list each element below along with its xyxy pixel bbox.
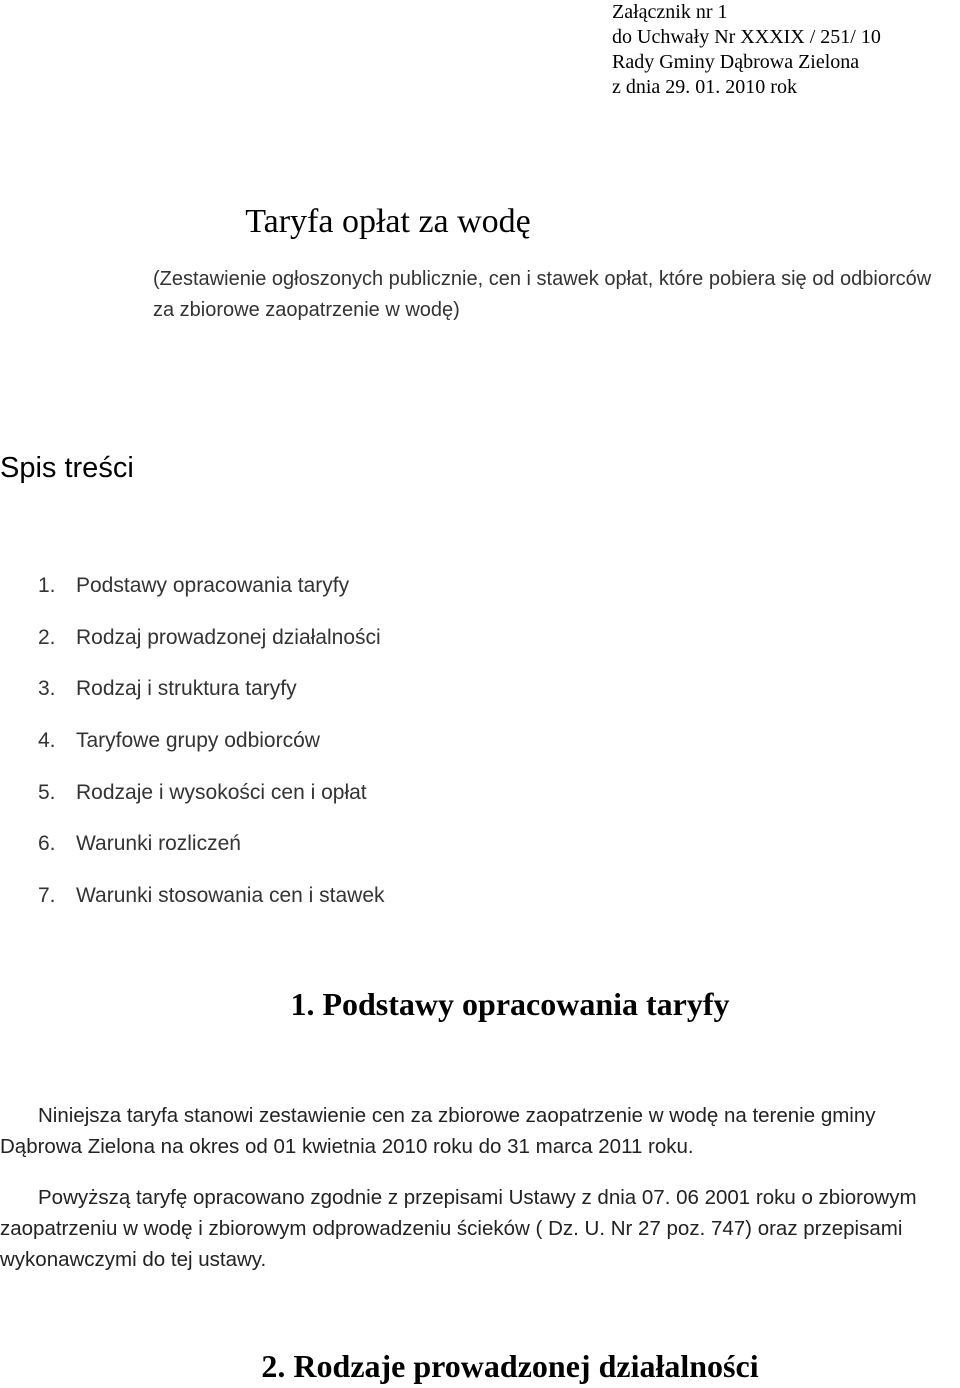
attachment-note — [612, 0, 881, 100]
toc-item-label: Podstawy opracowania taryfy — [76, 574, 350, 597]
toc-item — [38, 773, 385, 825]
toc-item — [38, 669, 385, 721]
section-1-paragraph-2 — [0, 1182, 960, 1275]
toc-item-number: 7. — [38, 884, 56, 908]
toc-item-number: 6. — [38, 832, 56, 856]
toc-item — [38, 824, 385, 876]
document-subtitle: (Zestawienie ogłoszonych publicznie, cen i stawek opłat, które pobiera się od odbiorców za zbiorowe zaopatrzenie w wodę) — [153, 268, 932, 321]
toc-item-number: 1. — [38, 574, 56, 597]
attachment-line-3: Rady Gminy Dąbrowa Zielona — [612, 51, 860, 73]
toc-item-label: Rodzaje i wysokości cen i opłat — [76, 780, 367, 804]
attachment-line-1: Załącznik nr 1 — [612, 1, 728, 23]
attachment-line-2: do Uchwały Nr XXXIX / 251/ 10 — [612, 26, 881, 48]
toc-item-number: 2. — [38, 625, 56, 649]
section-1-paragraph-2-text: Powyższą taryfę opracowano zgodnie z przepisami Ustawy z dnia 07. 06 2001 roku o zbiorowym zaopatrzeniu w wodę i zbiorowym odprowadzeniu ścieków ( Dz. U. Nr 27 poz. 747) oraz przepisami wykonawczymi do tej ustawy. — [0, 1186, 917, 1271]
toc-item — [38, 876, 385, 928]
toc-heading: Spis treści — [0, 452, 134, 484]
section-1-heading: 1. Podstawy opracowania taryfy — [290, 986, 730, 1022]
toc-item-number: 4. — [38, 729, 56, 753]
section-1-paragraph-1 — [0, 1100, 960, 1162]
toc-item-label: Warunki rozliczeń — [76, 832, 241, 856]
attachment-line-4: z dnia 29. 01. 2010 rok — [612, 76, 797, 98]
section-1-paragraph-1-text: Niniejsza taryfa stanowi zestawienie cen za zbiorowe zaopatrzenie w wodę na terenie gminy Dąbrowa Zielona na okres od 01 kwietnia 2010 roku do 31 marca 2011 roku. — [0, 1104, 876, 1158]
document-title: Taryfa opłat za wodę — [245, 203, 531, 240]
section-2-heading: 2. Rodzaje prowadzonej działalności — [261, 1348, 759, 1384]
toc-item-number: 3. — [38, 677, 56, 701]
toc-item — [38, 721, 385, 773]
toc-item-label: Rodzaj i struktura taryfy — [76, 677, 297, 701]
toc-item-number: 5. — [38, 780, 56, 804]
toc-item-label: Taryfowe grupy odbiorców — [76, 729, 320, 753]
toc-item — [38, 618, 385, 670]
toc-item-label: Warunki stosowania cen i stawek — [76, 884, 385, 908]
table-of-contents — [38, 566, 385, 928]
toc-item-label: Rodzaj prowadzonej działalności — [76, 625, 381, 649]
toc-item — [38, 566, 385, 618]
